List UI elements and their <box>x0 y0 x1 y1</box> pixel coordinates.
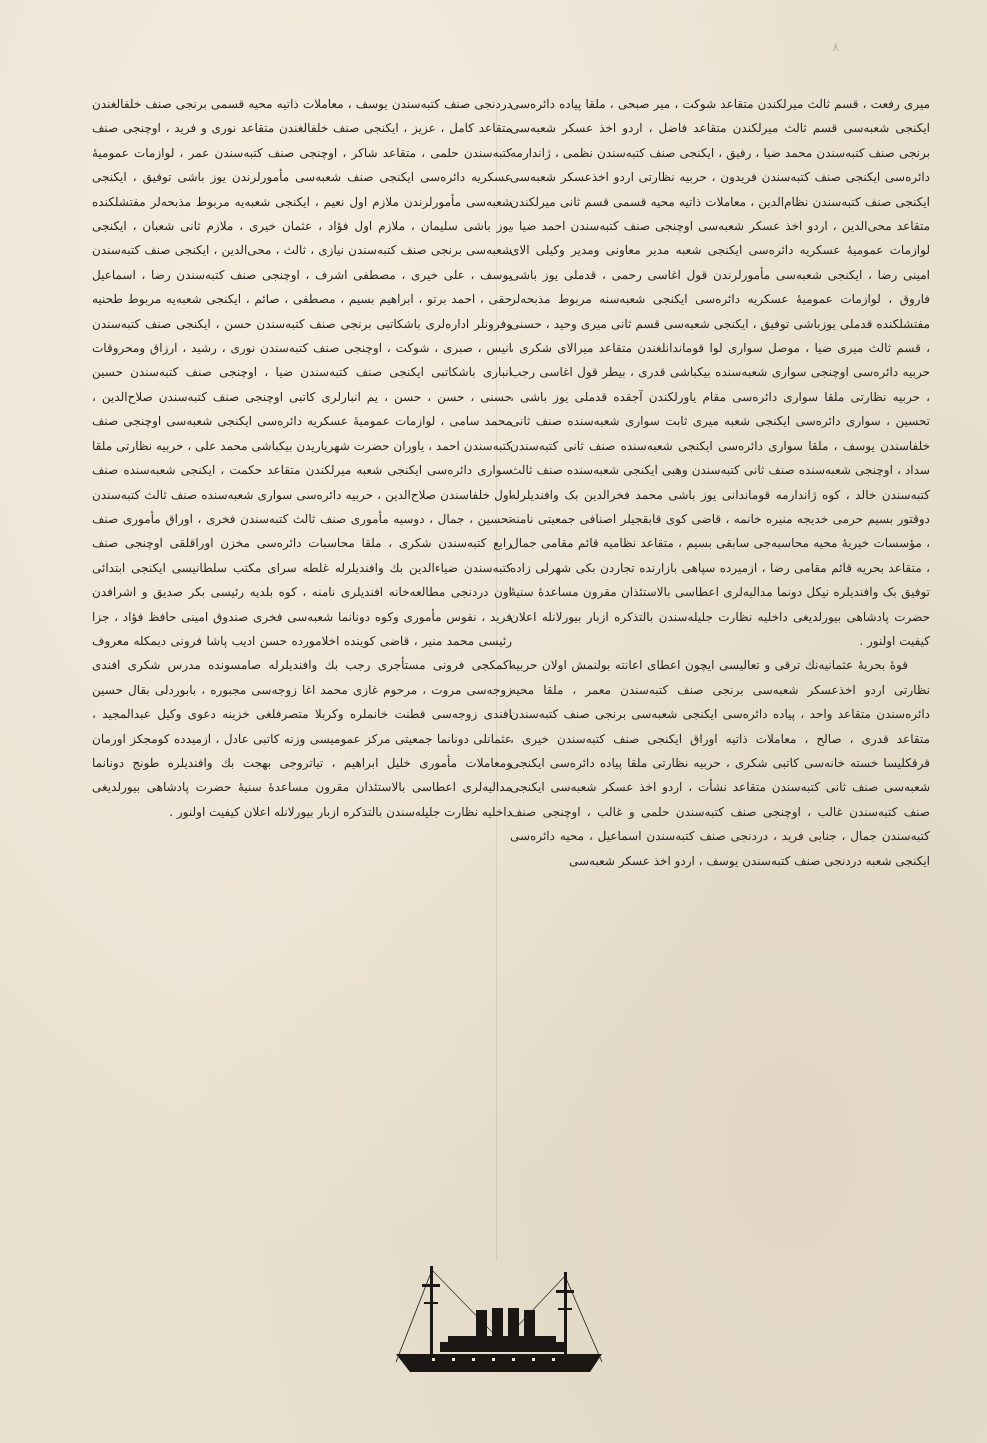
page-number: ٨ <box>832 40 839 54</box>
left-column <box>92 92 512 1272</box>
right-column <box>510 92 930 1272</box>
right-paragraph-2: قوهٔ بحریهٔ عثمانیه‌نك ترقی و تعالیسی ایچون اعطای اعانته بولنمش اولان حربیه نظارتی اردو اخذعسکر شعبه‌سی برنجی صنف کتبه‌سندن معمر ، ملقا محیه دائره‌سندن متقاعد واحد ، پیاده دائره‌سی ایکنجی شعبه‌سی برنجی صنف کتبه‌سندن متقاعد قدری ، صالح ، معاملات ذاتیه اوراق ایکنجی صنف کتبه‌سندن خیری ، قرقکلیسا خسته خانه‌سی کاتبی شکری ، حربیه نظارتی ملقا پیاده دائره‌سی ایکنجی شعبه‌سی صنف ثانی کتبه‌سندن متقاعد نشأت ، اردو اخذ عسکر شعبه‌سی ایکنجی صنف کتبه‌سندن غالب ، اوچنجی صنف کتبه‌سندن حلمی و غالب ، اوچنجی صنف کتبه‌سندن جمال ، جنابی فرید ، دردنجی صنف کتبه‌سندن اسماعیل ، محیه دائره‌سی ایکنجی شعبه دردنجی صنف کتبه‌سندن یوسف ، اردو اخذ عسکر شعبه‌سی <box>510 658 930 868</box>
right-paragraph-1: میری رفعت ، قسم ثالث میرلکندن متقاعد شوکت ، میر صبحی ، ملقا پیاده دائره‌سی ایکنجی شعبه‌سی قسم ثالث میرلکندن متقاعد فاضل ، اردو اخذ عسکر شعبه‌سی برنجی صنف کتبه‌سندن محمد ضیا ، رفیق ، ایکنجی صنف کتبه‌سندن نظمی ، ژاندارمه دائره‌سی ایکنجی صنف کتبه‌سندن فریدون ، حربیه نظارتی اردو اخذعسکر شعبه‌سی ایکنجی صنف کتبه‌سندن نظام‌الدین ، معاملات ذاتیه محیه قسمی قسم ثانی میرلکندن متقاعد محی‌الدین ، اردو اخذ عسکر شعبه‌سی اوچنجی صنف کتبه‌سندن احمد ضیا ، لوازمات عمومیهٔ عسکریه دائره‌سی ایکنجی شعبه مدیر معاونی ومدیر وکیلی الای امینی رضا ، ایکنجی شعبه‌سی مأمورلرندن قول اغاسی رحمی ، قدملی یوز باشی فاروق ، لوازمات عمومیهٔ عسکریه دائره‌سی ایکنجی شعبه‌سنه مربوط مذبحه‌لر مفتشلکنده قدملی یوزباشی توفیق ، ایکنجی شعبه‌سی قسم ثانی میری وحید ، حسنی ، قسم ثالث میری ضیا ، موصل سواری لوا قوماندانلغندن متقاعد میرالای شکری ، حربیه دائره‌سی اوچنجی سواری شعبه‌سنده بیکباشی قدری ، بیطر قول اغاسی رجب ، حربیه نظارتی ملقا سواری دائره‌سی مقام یاورلکندن آجقده قدملی یوز باشی ، تحسین ، سواری دائره‌سی ایکنجی شعبه میری ثابت سواری شعبه‌سنده صنف ثانی خلفاسندن یوسف ، ملقا سواری دائره‌سی ایکنجی شعبه‌سنده صنف ثانی کتبه‌سندن سداد ، اوچنجی شعبه‌سنده صنف ثانی کتبه‌سندن وهبی ایکنجی شعبه‌سنده صنف ثالث کتبه‌سندن خالد ، کوه ژاندارمه قوماندانی یوز باشی محمد فخرالدین بک وافندیلرله دوقتور بسیم حرمی خدیجه منیره خانمه ، قاضی کوی قابقجیلر اصنافی جمعیتی نامنه ، مؤسسات خیریهٔ محیه محاسبه‌جی سابقی بسیم ، متقاعد نظامیه قائم مقامی جمال ، متقاعد بحریه قائم مقامی رضا ، ازمیرده سپاهی بازارنده تجاردن بکی شهرلی زاده توفیق بک وافندیلره نیکل دونما مدالیه‌لری اعطاسی بالاستئذان مقرون مساعدهٔ سنیهٔ حضرت پادشاهی بیورلدیغی داخلیه نظارت جلیله‌سندن بالتذکره ازبار بیورلانله اعلان کیفیت اولنور . <box>510 97 930 648</box>
battleship-icon <box>392 1262 606 1380</box>
left-paragraph-1: دردنجی صنف کتبه‌سندن یوسف ، معاملات ذاتیه محیه قسمی برنجی صنف خلفالغندن متقاعد کامل ، عزیز ، ایکنجی صنف خلفالغندن متقاعد نوری و فرید ، اوچنجی صنف کتبه‌سندن حلمی ، متقاعد شاکر ، اوچنجی صنف کتبه‌سندن عمر ، لوازمات عمومیهٔ عسکریه دائره‌سی ایکنجی صنف شعبه‌سی مأمورلرندن یوز باشی توفیق ، ایکنجی شعبه‌سی مأمورلرندن ملازم اول نعیم ، ایکنجی شعبه‌یه مربوط مذبحه‌لر مفتشلکنده یوز باشی سلیمان ، ملازم اول فؤاد ، عثمان خیری ، ملازم ثانی شعبان ، ایکنجی شعبه‌سی برنجی صنف کتبه‌سندن نیازی ، ثالث ، محی‌الدین ، ایکنجی صنف کتبه‌سندن یوسف ، علی خیری ، مصطفی اشرف ، اوچنجی صنف کتبه‌سندن رضا ، اسماعیل حقی ، احمد برتو ، ابراهیم بسیم ، مصطفی ، صائم ، ایکنجی شعبه‌یه مربوط طحنیه وفرونلر اداره‌لری باشکاتبی برنجی صنف کتبه‌سندن حسن ، ایکنجی صنف کتبه‌سندن انیس ، صبری ، شوکت ، اوچنجی صنف کتبه‌سندن نوری ، رشید ، ارزاق ومحروقات انباری باشکاتبی ایکنجی صنف کتبه‌سندن ضیا ، اوچنجی صنف کتبه‌سندن حسین حسنی ، حسن ، حسن ، یم انبارلری کاتبی اوچنجی صنف کتبه‌سندن صلاح‌الدین ، محمد سامی ، لوازمات عمومیهٔ عسکریه دائره‌سی ایکنجی شعبه‌سی اوچنجی صنف کتبه‌سندن احمد ، یاوران حضرت شهریاریدن بیکباشی محمد علی ، حربیه نظارتی ملقا سواری دائره‌سی ایکنجی شعبه میرلکندن متقاعد حکمت ، ایکنجی شعبه‌سنده صنف اول خلفاسندن صلاح‌الدین ، حربیه دائره‌سی سواری شعبه‌سنده صنف ثالث کتبه‌سندن تحسین ، جمال ، دوسیه مأموری صنف ثالث کتبه‌سندن فخری ، اوراق مأموری صنف رابع کتبه‌سندن شکری ، ملقا محاسبات دائره‌سی مخزن اوراقلقی اوچنجی صنف کتبه‌سندن ضیاءالدین بك وافندیلرله غلطه سرای مکتب سلطانیسی ایکنجی ابتدائی اون دردنجی مطالعه‌خانه افندیلری نامنه ، کوه بلدیه رئیسی بکر صدیق و اشرافدن فرید ، نفوس مأموری وکوه دونانما شعبه‌سی فخری صندوق امینی حافظ فؤاد ، جزا رئیسی محمد منیر ، قاضی کوینده اخلامورده حسن ادیب پاشا فرونی دیمکله معروف اکمکجی فرونی مستأجری رجب بك وافندیلرله صامسونده مدرس شکری افندی زوجه‌سی مروت ، مرحوم غازی محمد اغا زوجه‌سی مجبوره ، بابوردلی بقال حسین افندی زوجه‌سی فطنت خانملره وکربلا متصرفلغی خزینه دعوی وکیل عبدالمجید ، عثمانلی دونانما جمعیتی مرکز عمومیسی وزنه کاتبی عادل ، ازمیدده کومجکز اورمان ومعاملات مأموری خلیل ابراهیم ، تیاتروجی بهجت بك وافندیلره طونج دونانما مدالیه‌لری اعطاسی بالاستئذان مقرون مساعدهٔ سنیهٔ حضرت پادشاهی بیورلدیغی داخلیه نظارت جلیله‌سندن بالتذکره ازبار بیورلانله اعلان کیفیت اولنور . <box>92 97 513 819</box>
